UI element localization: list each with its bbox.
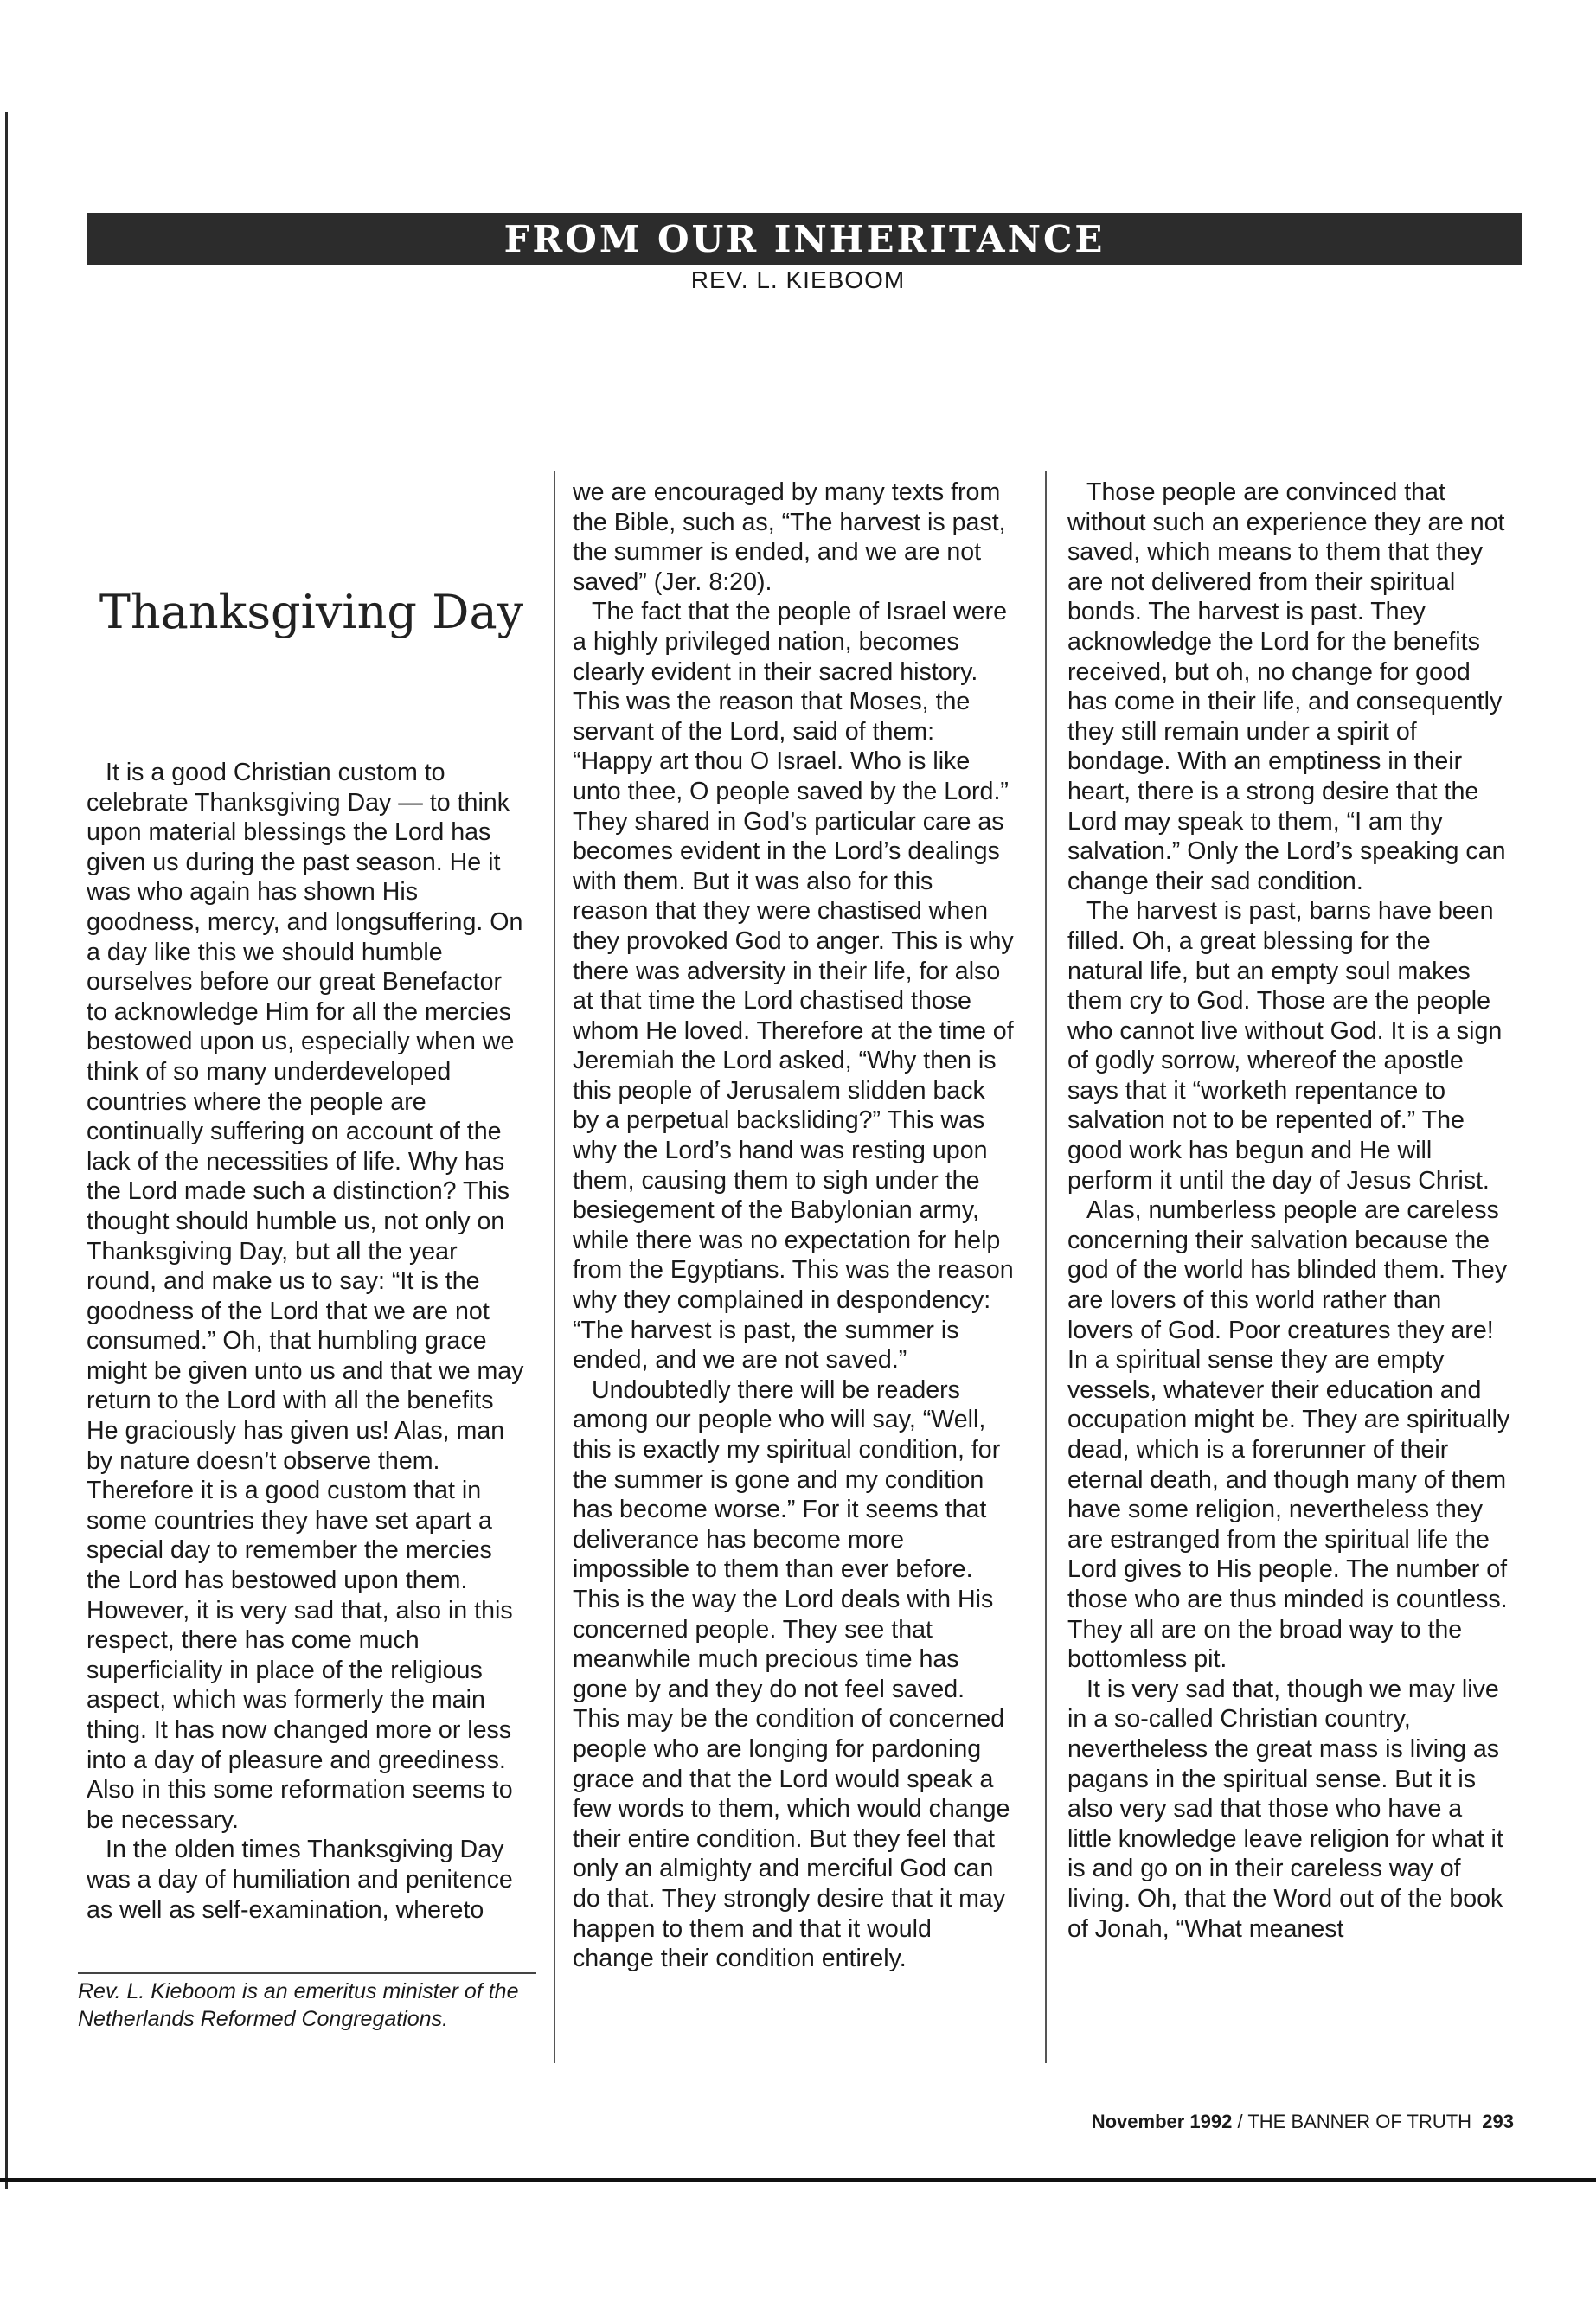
paragraph: Alas, numberless people are careless concerning their salvation because the god of the world has blinded them. They are lovers of this world rather than lovers of God. Poor creatures they are! In a spiritual sense they are empty vessels, whatever their education and occupation might be. They are spiritually dead, which is a forerunner of their eternal death, and though many of them have some religion, nevertheless they are estranged from the spiritual life the Lord gives to His people. The number of those who are thus minded is countless. They all are on the broad way to the bottomless pit. bbox=[1067, 1196, 1510, 1674]
author-footnote: Rev. L. Kieboom is an emeritus minister of the Netherlands Reformed Congregations. bbox=[78, 1979, 519, 2031]
section-banner bbox=[87, 213, 1522, 265]
paragraph: Undoubtedly there will be readers among our people who will say, “Well, this is exactly my spiritual condition, for the summer is gone and my condition has become worse.” For it seems that deliverance has become more impossible to them than ever before. This is the way the Lord deals with His concerned people. They see that meanwhile much precious time has gone by and they do not feel saved. This may be the condition of concerned people who are longing for pardoning grace and that the Lord would speak a few words to them, which would change their entire condition. But they feel that only an almighty and merciful God can do that. They strongly desire that it may happen to them and that it would change their condition entirely. bbox=[573, 1375, 1010, 1973]
column-3 bbox=[1067, 478, 1510, 1944]
column-divider bbox=[554, 471, 555, 2063]
page-edge bbox=[5, 112, 8, 2189]
column-1 bbox=[87, 758, 528, 1925]
paragraph: It is a good Christian custom to celebrate Thanksgiving Day — to think upon material blessings the Lord has given us during the past season. He it was who again has shown His goodness, mercy, and longsuffering. On a day like this we should humble ourselves before our great Benefactor to acknowledge Him for all the mercies bestowed upon us, especially when we think of so many underdeveloped countries where the people are continually suffering on account of the lack of the necessities of life. Why has the Lord made such a distinction? This thought should humble us, not only on Thanksgiving Day, but all the year round, and make us to say: “It is the goodness of the Lord that we are not consumed.” Oh, that humbling grace might be given unto us and that we may return to the Lord with all the benefits He graciously has given us! Alas, man by nature doesn’t observe them. Therefore it is a good custom that in some countries they have set apart a special day to remember the mercies the Lord has bestowed upon them. However, it is very sad that, also in this respect, there has come much superficiality in place of the religious aspect, which was formerly the main thing. It has now changed more or less into a day of pleasure and greediness. Also in this some reformation seems to be necessary. bbox=[87, 759, 524, 1834]
column-divider bbox=[1045, 471, 1047, 2063]
section-title: FROM OUR INHERITANCE bbox=[503, 217, 1106, 260]
issue-date: November 1992 bbox=[1091, 2111, 1233, 2132]
column-2 bbox=[573, 478, 1014, 1974]
paragraph: Those people are convinced that without such an experience they are not saved, which means to them that they are not delivered from their spiritual bonds. The harvest is past. They acknowledge the Lord for the benefits received, but oh, no change for good has come in their life, and consequently they still remain under a spirit of bondage. With an emptiness in their heart, there is a strong desire that the Lord may speak to them, “I am thy salvation.” Only the Lord’s speaking can change their sad condition. bbox=[1067, 478, 1506, 895]
author-byline: REV. L. KIEBOOM bbox=[690, 266, 906, 293]
paragraph: It is very sad that, though we may live in a so-called Christian country, nevertheless the great mass is living as pagans in the spiritual sense. But it is also very sad that those who have a little knowledge leave religion for what it is and go on in their careless way of living. Oh, that the Word out of the book of Jonah, “What meanest bbox=[1067, 1675, 1503, 1943]
paragraph: In the olden times Thanksgiving Day was a day of humiliation and penitence as well as self-examination, whereto bbox=[87, 1836, 513, 1924]
footnote-rule bbox=[78, 1972, 536, 1974]
page-number: 293 bbox=[1482, 2111, 1514, 2132]
publication-name: THE BANNER OF TRUTH bbox=[1247, 2111, 1472, 2132]
article-title: Thanksgiving Day bbox=[99, 585, 524, 639]
paragraph: The fact that the people of Israel were a highly privileged nation, becomes clearly evident in their sacred history. This was the reason that Moses, the servant of the Lord, said of them: “Happy art thou O Israel. Who is like unto thee, O people saved by the Lord.” They shared in God’s particular care as becomes evident in the Lord’s dealings with them. But it was also for this reason that they were chastised when they provoked God to anger. This is why there was adversity in their life, for also at that time the Lord chastised those whom He loved. Therefore at the time of Jeremiah the Lord asked, “Why then is this people of Jerusalem slidden back by a perpetual backsliding?” This was why the Lord’s hand was resting upon them, causing them to sigh under the besiegement of the Babylonian army, while there was no expectation for help from the Egyptians. This was the reason why they complained in despondency: “The harvest is past, the summer is ended, and we are not saved.” bbox=[573, 598, 1014, 1375]
paragraph: we are encouraged by many texts from the Bible, such as, “The harvest is past, the summer is ended, and we are not saved” (Jer. 8:20). bbox=[573, 478, 1006, 596]
footer-separator: / bbox=[1232, 2111, 1248, 2132]
page-footer bbox=[952, 2111, 1514, 2133]
paragraph: The harvest is past, barns have been filled. Oh, a great blessing for the natural life, but an empty soul makes them cry to God. Those are the people who cannot live without God. It is a sign of godly sorrow, whereof the apostle says that it “worketh repentance to salvation not to be repented of.” The good work has begun and He will perform it until the day of Jesus Christ. bbox=[1067, 897, 1503, 1195]
bottom-rule bbox=[0, 2178, 1596, 2182]
